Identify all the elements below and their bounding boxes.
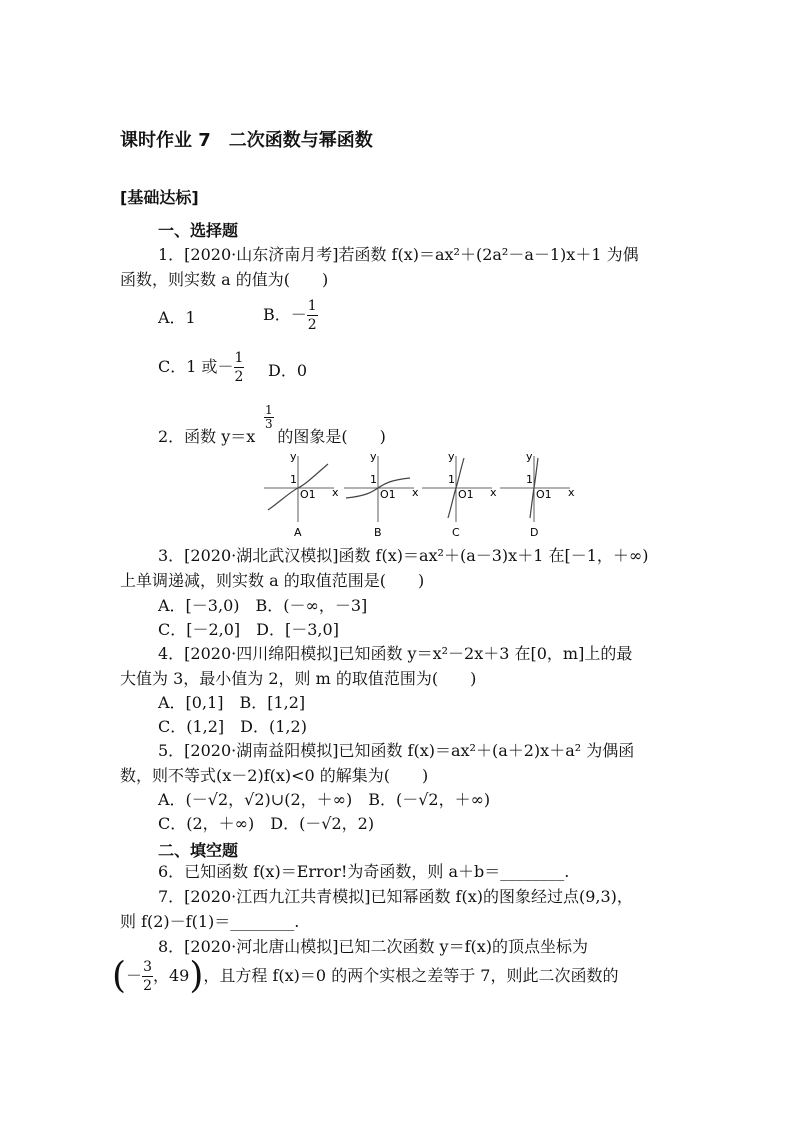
graph-a-x-label: x <box>332 486 339 499</box>
exp-den: 3 <box>265 417 273 431</box>
graph-a <box>264 450 339 539</box>
graph-d-x-label: x <box>568 486 575 499</box>
q6-line: 6．已知函数 f(x)＝Error!为奇函数，则 a＋b＝________. <box>158 862 570 881</box>
q7-line2: 则 f(2)－f(1)＝________. <box>120 912 300 931</box>
graph-b-origin: O1 <box>380 488 396 501</box>
q4-line1: 4．[2020·四川绵阳模拟]已知函数 y＝x²－2x＋3 在[0，m]上的最 <box>158 644 633 663</box>
graph-b-label: B <box>374 526 382 539</box>
q1-option-c-fraction <box>234 349 245 386</box>
q3-line2: 上单调递减，则实数 a 的取值范围是( ) <box>120 571 425 590</box>
graph-c-label: C <box>452 526 460 539</box>
section-heading: [基础达标] <box>120 188 199 207</box>
q1-line2: 函数，则实数 a 的值为( ) <box>120 270 329 289</box>
graph-c-y-label: y <box>448 450 455 463</box>
q8-mid: ，49 <box>152 966 190 985</box>
graph-b-one: 1 <box>370 473 377 486</box>
q3-line1: 3．[2020·湖北武汉模拟]函数 f(x)＝ax²＋(a－3)x＋1 在[－1，＋∞) <box>158 546 649 565</box>
frac-num: 1 <box>234 350 244 366</box>
q8-fraction <box>142 958 153 995</box>
q4-options-1: A．[0,1] B．[1,2] <box>158 693 306 712</box>
exp-num: 1 <box>265 403 273 417</box>
graph-a-label: A <box>294 526 302 539</box>
graph-a-y-label: y <box>290 450 297 463</box>
graph-c-one: 1 <box>448 473 455 486</box>
frac-num: 1 <box>307 298 317 314</box>
q8-left-paren: ( <box>112 955 127 997</box>
graph-d <box>500 450 575 539</box>
q1-option-b-label: B．－ <box>263 305 307 324</box>
q8-right-paren: ) <box>189 955 204 997</box>
q2-exponent-fraction <box>264 404 274 431</box>
q3-options-2: C．[－2,0] D．[－3,0] <box>158 620 339 639</box>
q2-text-post: 的图象是( ) <box>277 427 386 446</box>
q8-minus: － <box>126 966 143 985</box>
q2-text-pre: 2．函数 y＝x <box>158 427 256 446</box>
graph-b <box>344 450 419 539</box>
q4-line2: 大值为 3，最小值为 2，则 m 的取值范围为( ) <box>120 669 477 688</box>
graph-c-x-label: x <box>490 486 497 499</box>
q5-line1: 5．[2020·湖南益阳模拟]已知函数 f(x)＝ax²＋(a＋2)x＋a² 为偶函 <box>158 741 635 760</box>
part-heading-fill: 二、填空题 <box>158 841 239 860</box>
page-title: 课时作业 7 二次函数与幂函数 <box>120 130 373 151</box>
q1-line1: 1．[2020·山东济南月考]若函数 f(x)＝ax²＋(2a²－a－1)x＋1 为偶 <box>158 245 639 264</box>
q1-option-c-label: C．1 或－ <box>158 357 234 376</box>
graph-a-origin: O1 <box>300 488 316 501</box>
frac-den: 2 <box>307 317 317 333</box>
q1-option-d: D．0 <box>268 361 308 380</box>
graph-c <box>422 450 497 539</box>
q4-options-2: C．(1,2] D．(1,2) <box>158 717 307 736</box>
q8-line2 <box>112 955 619 997</box>
q1-option-b <box>263 297 318 334</box>
q8-tail: ，且方程 f(x)＝0 的两个实根之差等于 7，则此二次函数的 <box>203 966 619 985</box>
q5-options-2: C．(2，＋∞) D．(－√2，2) <box>158 814 375 833</box>
graph-d-origin: O1 <box>536 488 552 501</box>
q1-option-a: A．1 <box>158 308 196 327</box>
q8-line1: 8．[2020·河北唐山模拟]已知二次函数 y＝f(x)的顶点坐标为 <box>158 937 589 956</box>
graph-a-one: 1 <box>290 473 297 486</box>
q5-options-1: A．(－√2，√2)∪(2，＋∞) B．(－√2，＋∞) <box>158 790 491 809</box>
q1-option-b-fraction <box>307 297 318 334</box>
graph-b-y-label: y <box>370 450 377 463</box>
part-heading-choice: 一、选择题 <box>158 221 239 240</box>
q5-line2: 数，则不等式(x－2)f(x)<0 的解集为( ) <box>120 766 429 785</box>
graph-d-one: 1 <box>526 473 533 486</box>
frac-den: 2 <box>234 369 244 385</box>
frac-den: 2 <box>143 978 152 994</box>
graph-d-label: D <box>530 526 539 539</box>
q2-graph-options <box>262 450 575 540</box>
graph-b-x-label: x <box>412 486 419 499</box>
q7-line1: 7．[2020·江西九江共青模拟]已知幂函数 f(x)的图象经过点(9,3)， <box>158 887 633 906</box>
q1-option-c <box>158 349 244 386</box>
graph-d-y-label: y <box>526 450 533 463</box>
graph-c-origin: O1 <box>458 488 474 501</box>
frac-num: 3 <box>143 959 152 975</box>
q3-options-1: A．[－3,0) B．(－∞，－3] <box>158 596 368 615</box>
